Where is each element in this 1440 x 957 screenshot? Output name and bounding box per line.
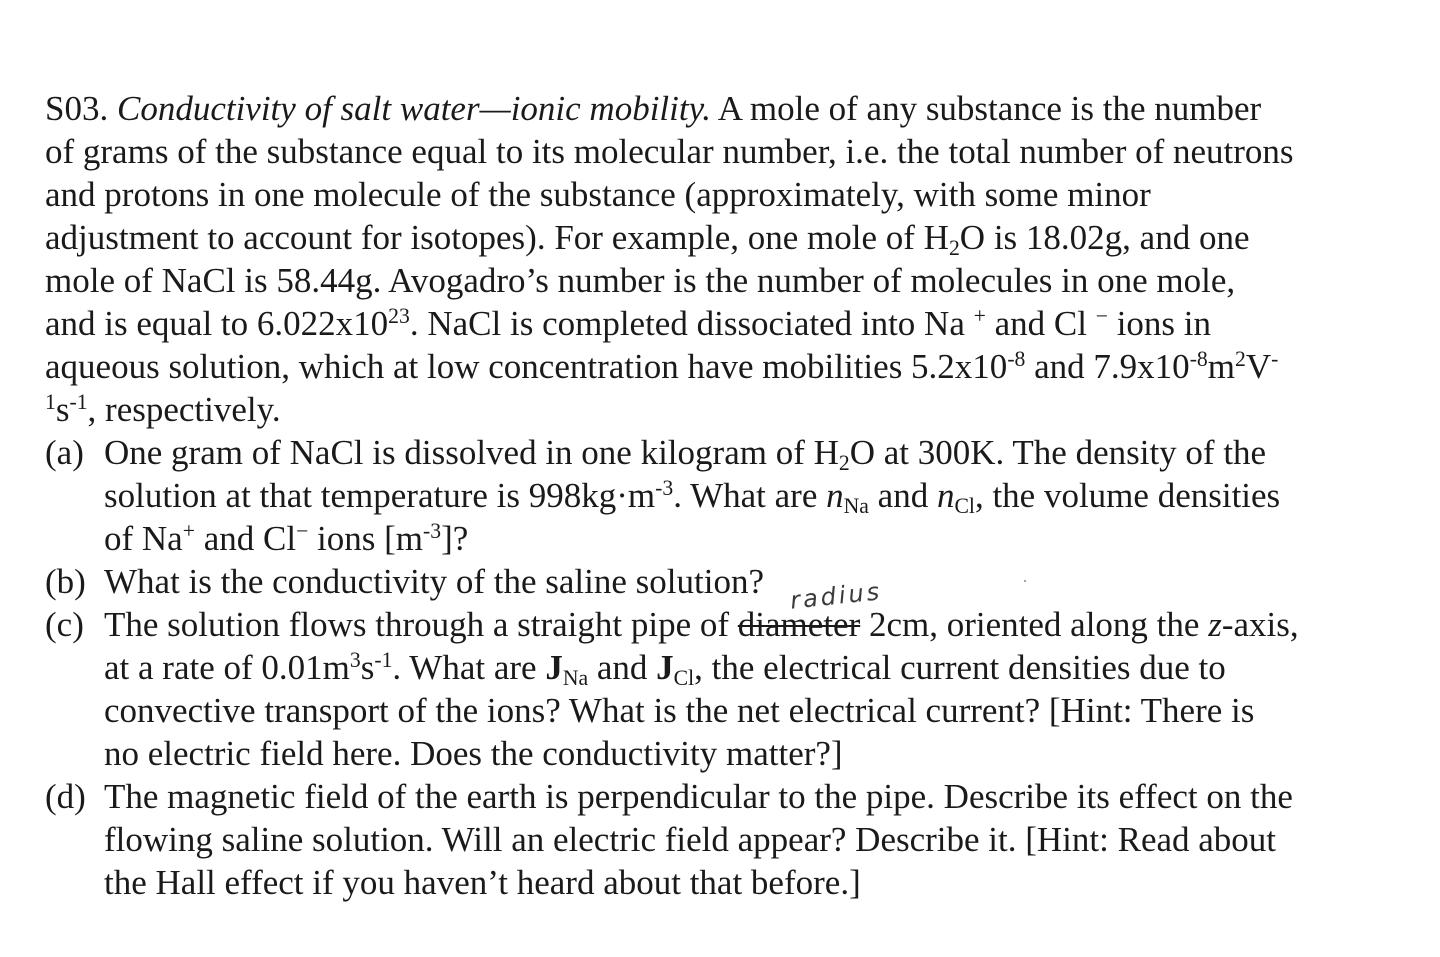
part-a-line: One gram of NaCl is dissolved in one kilogram of $H_2O$ at 300K. The density of the (104, 433, 1267, 476)
problem-title: Conductivity of salt water—ionic mobility. (116, 89, 711, 128)
part-c-label: (c) (45, 605, 84, 644)
intro-line: aqueous solution, which at low concentration have mobilities $5.2x10^{-8}$ and $7.9x10^{-8}m^2V^-$ (45, 347, 1279, 386)
problem-number: S03. (45, 89, 109, 128)
intro-line: adjustment to account for isotopes). For example, one mole of $H_2O$ is 18.02g, and one (45, 218, 1250, 261)
part-d-line: the Hall effect if you haven’t heard about that before.] (104, 863, 861, 902)
handwritten-radius-note: radius (788, 577, 884, 615)
stray-mark (1024, 580, 1026, 582)
part-b-label: (b) (45, 562, 86, 601)
part-c-line: at a rate of $0.01m^3s^{-1}$. What are $J_{Na}$ and $J_{Cl}$, the electrical current densities due to (104, 648, 1226, 691)
part-d-line: flowing saline solution. Will an electric field appear? Describe it. [Hint: Read about (104, 820, 1277, 859)
part-d-line: The magnetic field of the earth is perpendicular to the pipe. Describe its effect on the (104, 777, 1293, 816)
struck-word-diameter: diameter (737, 605, 861, 644)
intro-line: and protons in one molecule of the substance (approximately, with some minor (45, 175, 1151, 214)
part-c-line: no electric field here. Does the conductivity matter?] (104, 734, 843, 773)
part-a-line: of Na+ and Cl− ions $[m^{-3}]$? (104, 519, 469, 558)
part-c-line: The solution flows through a straight pipe of diameter 2cm, oriented along the z-axis, (104, 605, 1299, 644)
part-b-line: What is the conductivity of the saline solution? (104, 562, 764, 601)
part-a-line: solution at that temperature is $998kg\cdot m^{-3}$. What are $n_{Na}$ and $n_{Cl}$, the volume densities (104, 476, 1281, 519)
part-d-label: (d) (45, 777, 86, 816)
part-a-label: (a) (45, 433, 84, 472)
problem-heading-line: S03. Conductivity of salt water—ionic mobility. A mole of any substance is the number (45, 89, 1262, 128)
intro-line: of grams of the substance equal to its molecular number, i.e. the total number of neutrons (45, 132, 1294, 171)
intro-line: $^1s^{-1}$, respectively. (45, 390, 281, 429)
intro-line: and is equal to $6.022x10^{23}$. NaCl is completed dissociated into Na + and Cl − ions in (45, 304, 1212, 343)
intro-line: mole of NaCl is 58.44g. Avogadro’s number is the number of molecules in one mole, (45, 261, 1236, 300)
part-c-line: convective transport of the ions? What is the net electrical current? [Hint: There is (104, 691, 1255, 730)
